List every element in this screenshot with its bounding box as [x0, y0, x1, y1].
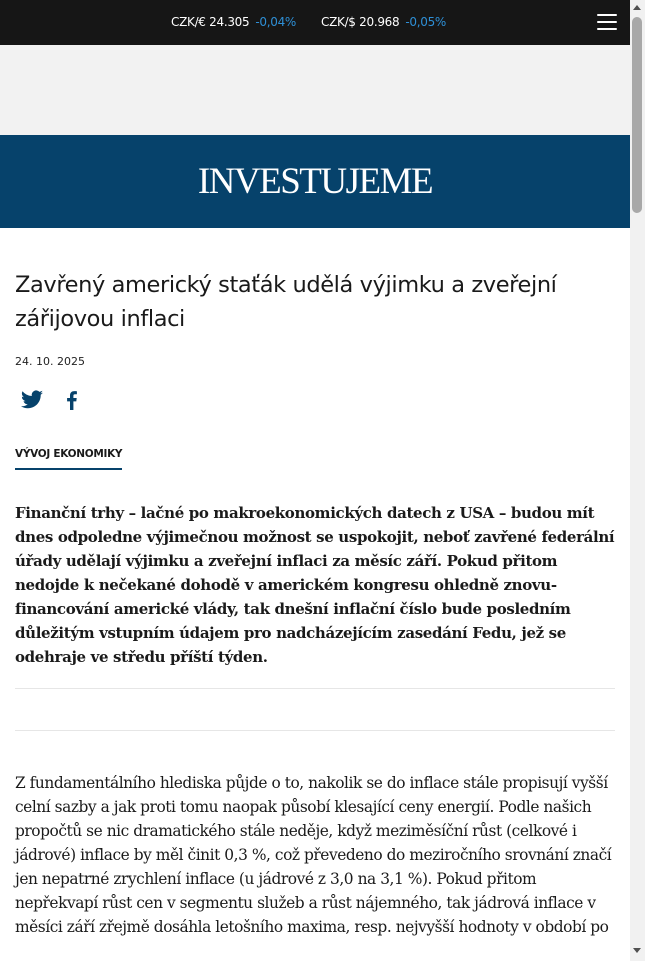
brand-header: [0, 135, 630, 228]
twitter-icon[interactable]: [20, 388, 44, 412]
divider: [15, 730, 615, 731]
facebook-icon[interactable]: [60, 388, 84, 412]
divider: [15, 688, 615, 689]
top-ticker-bar: [0, 0, 630, 45]
exchange-rate-eur: [171, 15, 296, 29]
scroll-down-arrow-icon[interactable]: [633, 948, 641, 953]
hamburger-menu-icon[interactable]: [597, 14, 617, 31]
rate-pair: CZK/$ 20.968: [321, 15, 400, 29]
scrollbar-thumb[interactable]: [632, 17, 642, 213]
ad-placeholder: [0, 45, 630, 135]
exchange-rate-usd: [321, 15, 446, 29]
article-title: Zavřený americký staťák udělá výjimku a zveřejní zářijovou inflaci: [15, 272, 557, 332]
rate-change: -0,05%: [405, 15, 447, 29]
rate-change: -0,04%: [255, 15, 297, 29]
article-lead: Finanční trhy – lačné po makroekonomických datech z USA – budou mít dnes odpoledne výjimečnou možnost se uspokojit, neboť zavřené federální úřady udělají výjimku a zveřejní inflaci za měsíc září. Pokud přitom nedojde k nečekané dohodě v americkém kongresu ohledně znovu-financování americké vlády, tak dnešní inflační číslo bude posledním důležitým vstupním údajem pro nadcházejícím zasedání Fedu, jež se odehraje ve středu příští týden.: [15, 504, 615, 666]
article-date: 24. 10. 2025: [15, 355, 85, 368]
site-logo[interactable]: INVESTUJEME: [197, 161, 433, 202]
scroll-up-arrow-icon[interactable]: [633, 5, 641, 10]
scrollbar[interactable]: [630, 0, 645, 961]
article-body-paragraph: Z fundamentálního hlediska půjde o to, nakolik se do inflace stále propisují vyšší celní sazby a jak proti tomu naopak působí klesající ceny energií. Podle našich propočtů se nic dramatického stále neděje, když meziměsíční růst (celkové i jádrové) inflace by měl činit 0,3 %, což převedeno do meziročního srovnání značí jen nepatrné zrychlení inflace (u jádrové z 3,0 na 3,1 %). Pokud přitom nepřekvapí růst cen v segmentu služeb a růst nájemného, tak jádrová inflace v měsíci září zřejmě dosáhla letošního maxima, resp. nejvyšší hodnoty v období po: [15, 774, 612, 936]
category-tag[interactable]: VÝVOJ EKONOMIKY: [15, 448, 122, 470]
rate-pair: CZK/€ 24.305: [171, 15, 250, 29]
